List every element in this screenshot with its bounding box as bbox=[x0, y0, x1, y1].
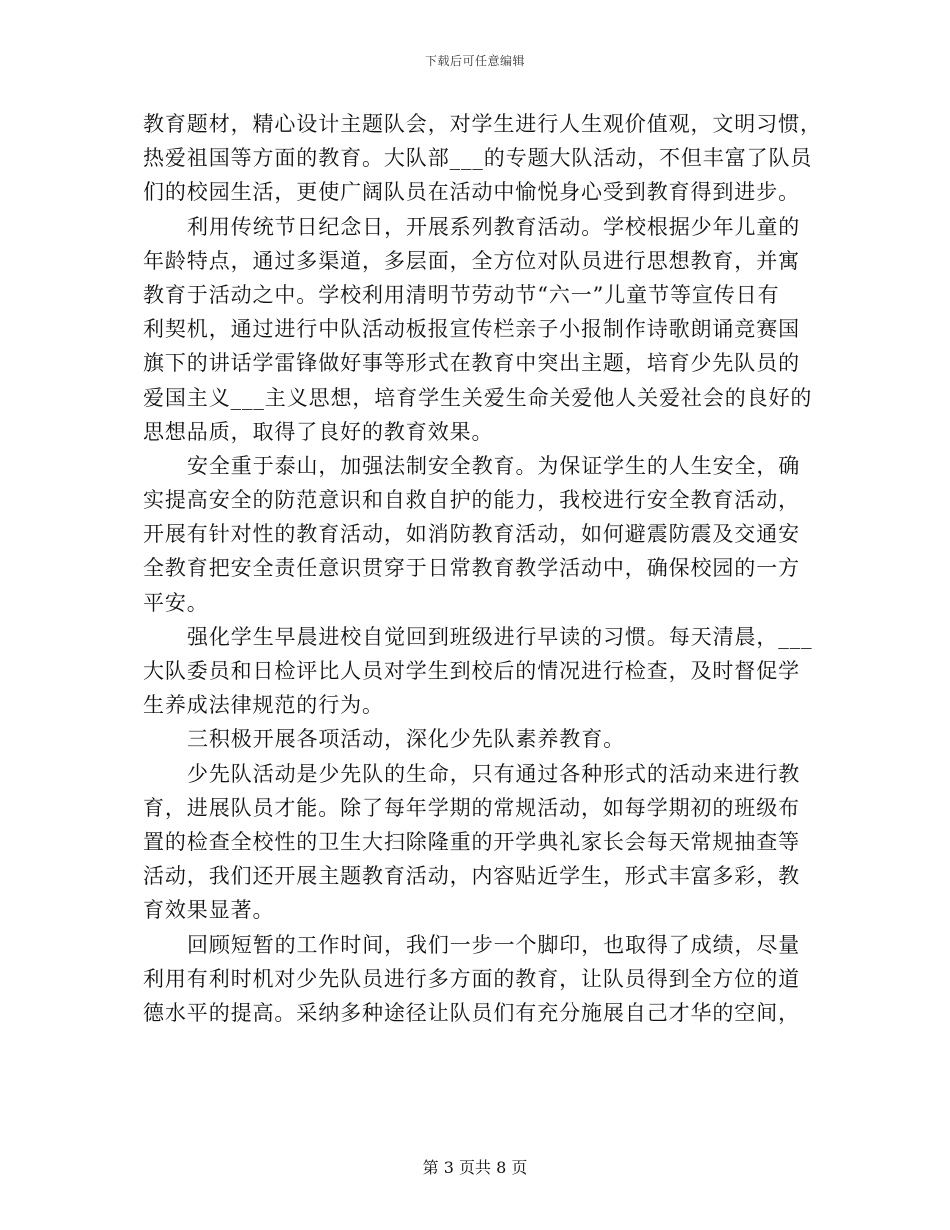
text-line: 置的检查全校性的卫生大扫除隆重的开学典礼家长会每天常规抽查等 bbox=[143, 829, 800, 854]
text-line: 育效果显著。 bbox=[143, 898, 275, 923]
text-line: 三积极开展各项活动，深化少先队素养教育。 bbox=[187, 727, 625, 752]
text-line: 育，进展队员才能。除了每年学期的常规活动，如每学期初的班级布 bbox=[143, 795, 800, 820]
text-line: 回顾短暂的工作时间，我们一步一个脚印，也取得了成绩，尽量 bbox=[187, 932, 801, 957]
text-line: 旗下的讲话学雷锋做好事等形式在教育中突出主题，培育少先队员的 bbox=[143, 351, 800, 376]
page-number-footer: 第 3 页共 8 页 bbox=[422, 1158, 528, 1177]
text-line: 开展有针对性的教育活动，如消防教育活动，如何避震防震及交通安 bbox=[143, 522, 800, 547]
text-line: 年龄特点，通过多渠道，多层面，全方位对队员进行思想教育，并寓 bbox=[143, 248, 800, 273]
text-line: 平安。 bbox=[143, 590, 209, 615]
text-line: 教育题材，精心设计主题队会，对学生进行人生观价值观，文明习惯， bbox=[143, 112, 822, 136]
text-line: 实提高安全的防范意识和自救自护的能力，我校进行安全教育活动， bbox=[143, 488, 800, 513]
text-line: 少先队活动是少先队的生命，只有通过各种形式的活动来进行教 bbox=[187, 761, 801, 786]
text-line: 思想品质，取得了良好的教育效果。 bbox=[143, 419, 494, 444]
text-line: 活动，我们还开展主题教育活动，内容贴近学生，形式丰富多彩，教 bbox=[143, 864, 800, 889]
text-line: 教育于活动之中。学校利用清明节劳动节“六一”儿童节等宣传日有 bbox=[143, 282, 780, 307]
text-line: 强化学生早晨进校自觉回到班级进行早读的习惯。每天清晨，___ bbox=[187, 624, 813, 649]
text-line: 利用传统节日纪念日，开展系列教育活动。学校根据少年儿童的 bbox=[187, 214, 801, 239]
text-line: 安全重于泰山，加强法制安全教育。为保证学生的人生安全，确 bbox=[187, 453, 801, 478]
page-header-note: 下载后可任意编辑 bbox=[424, 54, 525, 68]
text-line: 全教育把安全责任意识贯穿于日常教育教学活动中，确保校园的一方 bbox=[143, 556, 800, 581]
text-line: 利用有利时机对少先队员进行多方面的教育，让队员得到全方位的道 bbox=[143, 966, 800, 991]
text-line: 爱国主义___主义思想，培育学生关爱生命关爱他人关爱社会的良好的 bbox=[143, 385, 813, 410]
text-line: 热爱祖国等方面的教育。大队部___的专题大队活动，不但丰富了队员 bbox=[143, 146, 813, 171]
text-line: 大队委员和日检评比人员对学生到校后的情况进行检查，及时督促学 bbox=[143, 659, 800, 683]
text-line: 生养成法律规范的行为。 bbox=[143, 693, 384, 718]
text-line: 德水平的提高。采纳多种途径让队员们有充分施展自己才华的空间， bbox=[143, 1000, 800, 1025]
document-body bbox=[143, 107, 822, 1030]
text-line: 们的校园生活，更使广阔队员在活动中愉悦身心受到教育得到进步。 bbox=[143, 180, 800, 205]
text-line: 利契机，通过进行中队活动板报宣传栏亲子小报制作诗歌朗诵竞赛国 bbox=[143, 317, 800, 342]
